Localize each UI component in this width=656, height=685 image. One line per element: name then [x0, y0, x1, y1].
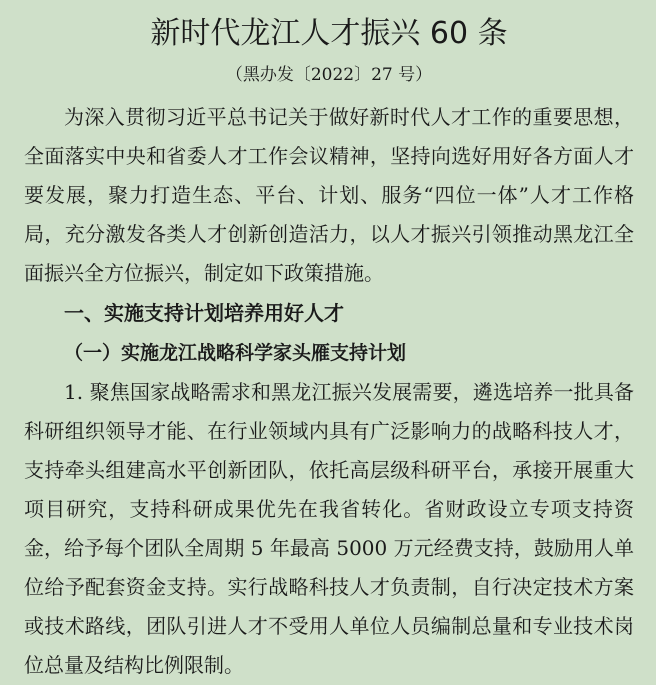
section-heading: 一、实施支持计划培养用好人才: [64, 301, 344, 325]
intro-paragraph: 为深入贯彻习近平总书记关于做好新时代人才工作的重要思想，全面落实中央和省委人才工作会议精神，坚持向选好用好各方面人才要发展，聚力打造生态、平台、计划、服务“四位一体”人才工作格局，充分激发各类人才创新创造活力，以人才振兴引领推动黑龙江全面振兴全方位振兴，制定如下政策措施。: [24, 105, 634, 285]
item-paragraph: 1. 聚焦国家战略需求和黑龙江振兴发展需要，遴选培养一批具备科研组织领导才能、在行业领域内具有广泛影响力的战略科技人才，支持牵头组建高水平创新团队，依托高层级科研平台，承接开展重大项目研究，支持科研成果优先在我省转化。省财政设立专项支持资金，给予每个团队全周期 5 年最高 5000 万元经费支持，鼓励用人单位给予配套资金支持。实行战略科技人才负责制，自行决定技术方案或技术路线，团队引进人才不受用人单位人员编制总量和专业技术岗位总量及结构比例限制。: [24, 380, 634, 677]
subsection-heading: （一）实施龙江战略科学家头雁支持计划: [64, 342, 407, 364]
document-title: 新时代龙江人才振兴 60 条: [150, 16, 508, 51]
document-number: （黑办发〔2022〕27 号）: [225, 65, 433, 85]
